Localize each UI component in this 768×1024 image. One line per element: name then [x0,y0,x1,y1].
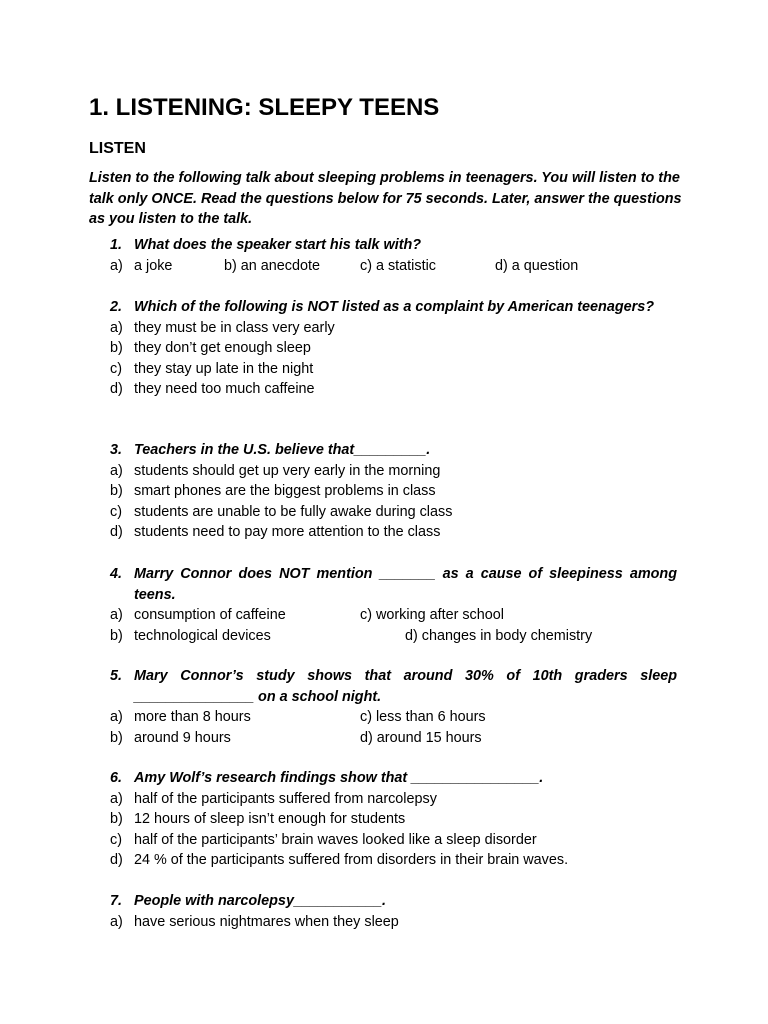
option-letter: d) [110,524,123,540]
option-text: half of the participants suffered from narcolepsy [134,790,437,807]
option-text: they stay up late in the night [134,360,314,377]
option-letter: c) [110,831,122,848]
option-row [110,256,677,277]
question-number: 2. [110,299,123,315]
option-letter: b) [110,627,123,644]
option-text: they need too much caffeine [134,381,315,397]
question-4 [110,564,677,646]
question-number: 6. [110,770,123,786]
question-number: 7. [110,893,123,909]
option-a: more than 8 hours [134,709,251,725]
option-text: they don’t get enough sleep [134,340,311,356]
question-line [110,768,677,789]
option-letter: a) [110,319,123,336]
question-line [110,891,677,912]
option-row [110,728,677,749]
option-letter: a) [110,257,123,274]
option-b [110,338,677,359]
option-letter: a) [110,607,123,623]
section-heading: LISTEN [89,140,146,157]
option-d [110,522,677,543]
question-2 [110,297,677,400]
option-text: have serious nightmares when they sleep [134,913,399,930]
option-letter: c) [110,503,122,520]
option-text: students need to pay more attention to the class [134,524,441,540]
question-number: 3. [110,442,123,458]
question-text: Mary Connor’s study shows that around 30% of 10th graders sleep _______________ on a school night. [134,668,677,705]
question-3 [110,440,677,543]
option-letter: a) [110,790,123,807]
option-text: half of the participants’ brain waves looked like a sleep disorder [134,831,537,848]
option-d: d) changes in body chemistry [405,627,593,644]
question-line [110,235,677,256]
option-c [110,830,677,851]
option-b [110,481,677,502]
option-letter: b) [110,340,123,356]
question-text: Teachers in the U.S. believe that_________. [134,442,431,458]
option-row [110,626,677,647]
question-line [110,564,677,605]
option-text: 12 hours of sleep isn’t enough for students [134,811,406,827]
question-text: People with narcolepsy___________. [134,893,386,909]
question-1 [110,235,677,276]
option-b [110,809,677,830]
option-a: a joke [134,257,173,274]
option-c: c) less than 6 hours [360,709,486,725]
question-number: 4. [110,566,123,582]
option-d: d) a question [495,257,579,274]
question-number: 1. [110,237,123,253]
option-text: students are unable to be fully awake during class [134,503,453,520]
option-b: technological devices [134,627,271,644]
question-6 [110,768,677,871]
option-b: around 9 hours [134,729,231,746]
question-text: Marry Connor does NOT mention _______ as a cause of sleepiness among teens. [134,566,677,603]
option-c: c) working after school [360,607,504,623]
option-row [110,605,677,626]
option-letter: d) [110,852,123,868]
question-number: 5. [110,668,123,684]
question-text: Which of the following is NOT listed as a complaint by American teenagers? [134,299,655,315]
question-5 [110,666,677,748]
question-text: Amy Wolf’s research findings show that ________________. [134,770,544,786]
option-text: smart phones are the biggest problems in class [134,483,436,499]
option-letter: d) [110,381,123,397]
option-letter: b) [110,483,123,499]
option-a [110,789,677,810]
option-letter: a) [110,709,123,725]
question-line [110,297,677,318]
option-d [110,379,677,400]
option-row [110,707,677,728]
option-letter: a) [110,462,123,479]
question-line [110,666,677,707]
option-c [110,359,677,380]
option-c [110,502,677,523]
option-text: students should get up very early in the morning [134,462,441,479]
option-text: 24 % of the participants suffered from disorders in their brain waves. [134,852,569,868]
instructions: Listen to the following talk about sleeping problems in teenagers. You will listen to the talk only ONCE. Read the questions below for 75 seconds. Later, answer the questions as you listen to the talk. [89,170,682,227]
option-letter: b) [110,811,123,827]
option-a [110,912,677,933]
option-d: d) around 15 hours [360,729,482,746]
option-b: b) an anecdote [224,257,321,274]
question-7 [110,891,677,932]
option-letter: a) [110,913,123,930]
option-a [110,461,677,482]
option-d [110,850,677,871]
option-letter: b) [110,729,123,746]
option-text: they must be in class very early [134,319,335,336]
option-a: consumption of caffeine [134,607,286,623]
question-line [110,440,677,461]
option-c: c) a statistic [360,257,436,274]
option-a [110,318,677,339]
question-text: What does the speaker start his talk with? [134,237,422,253]
option-letter: c) [110,360,122,377]
page-title: 1. LISTENING: SLEEPY TEENS [89,94,440,121]
